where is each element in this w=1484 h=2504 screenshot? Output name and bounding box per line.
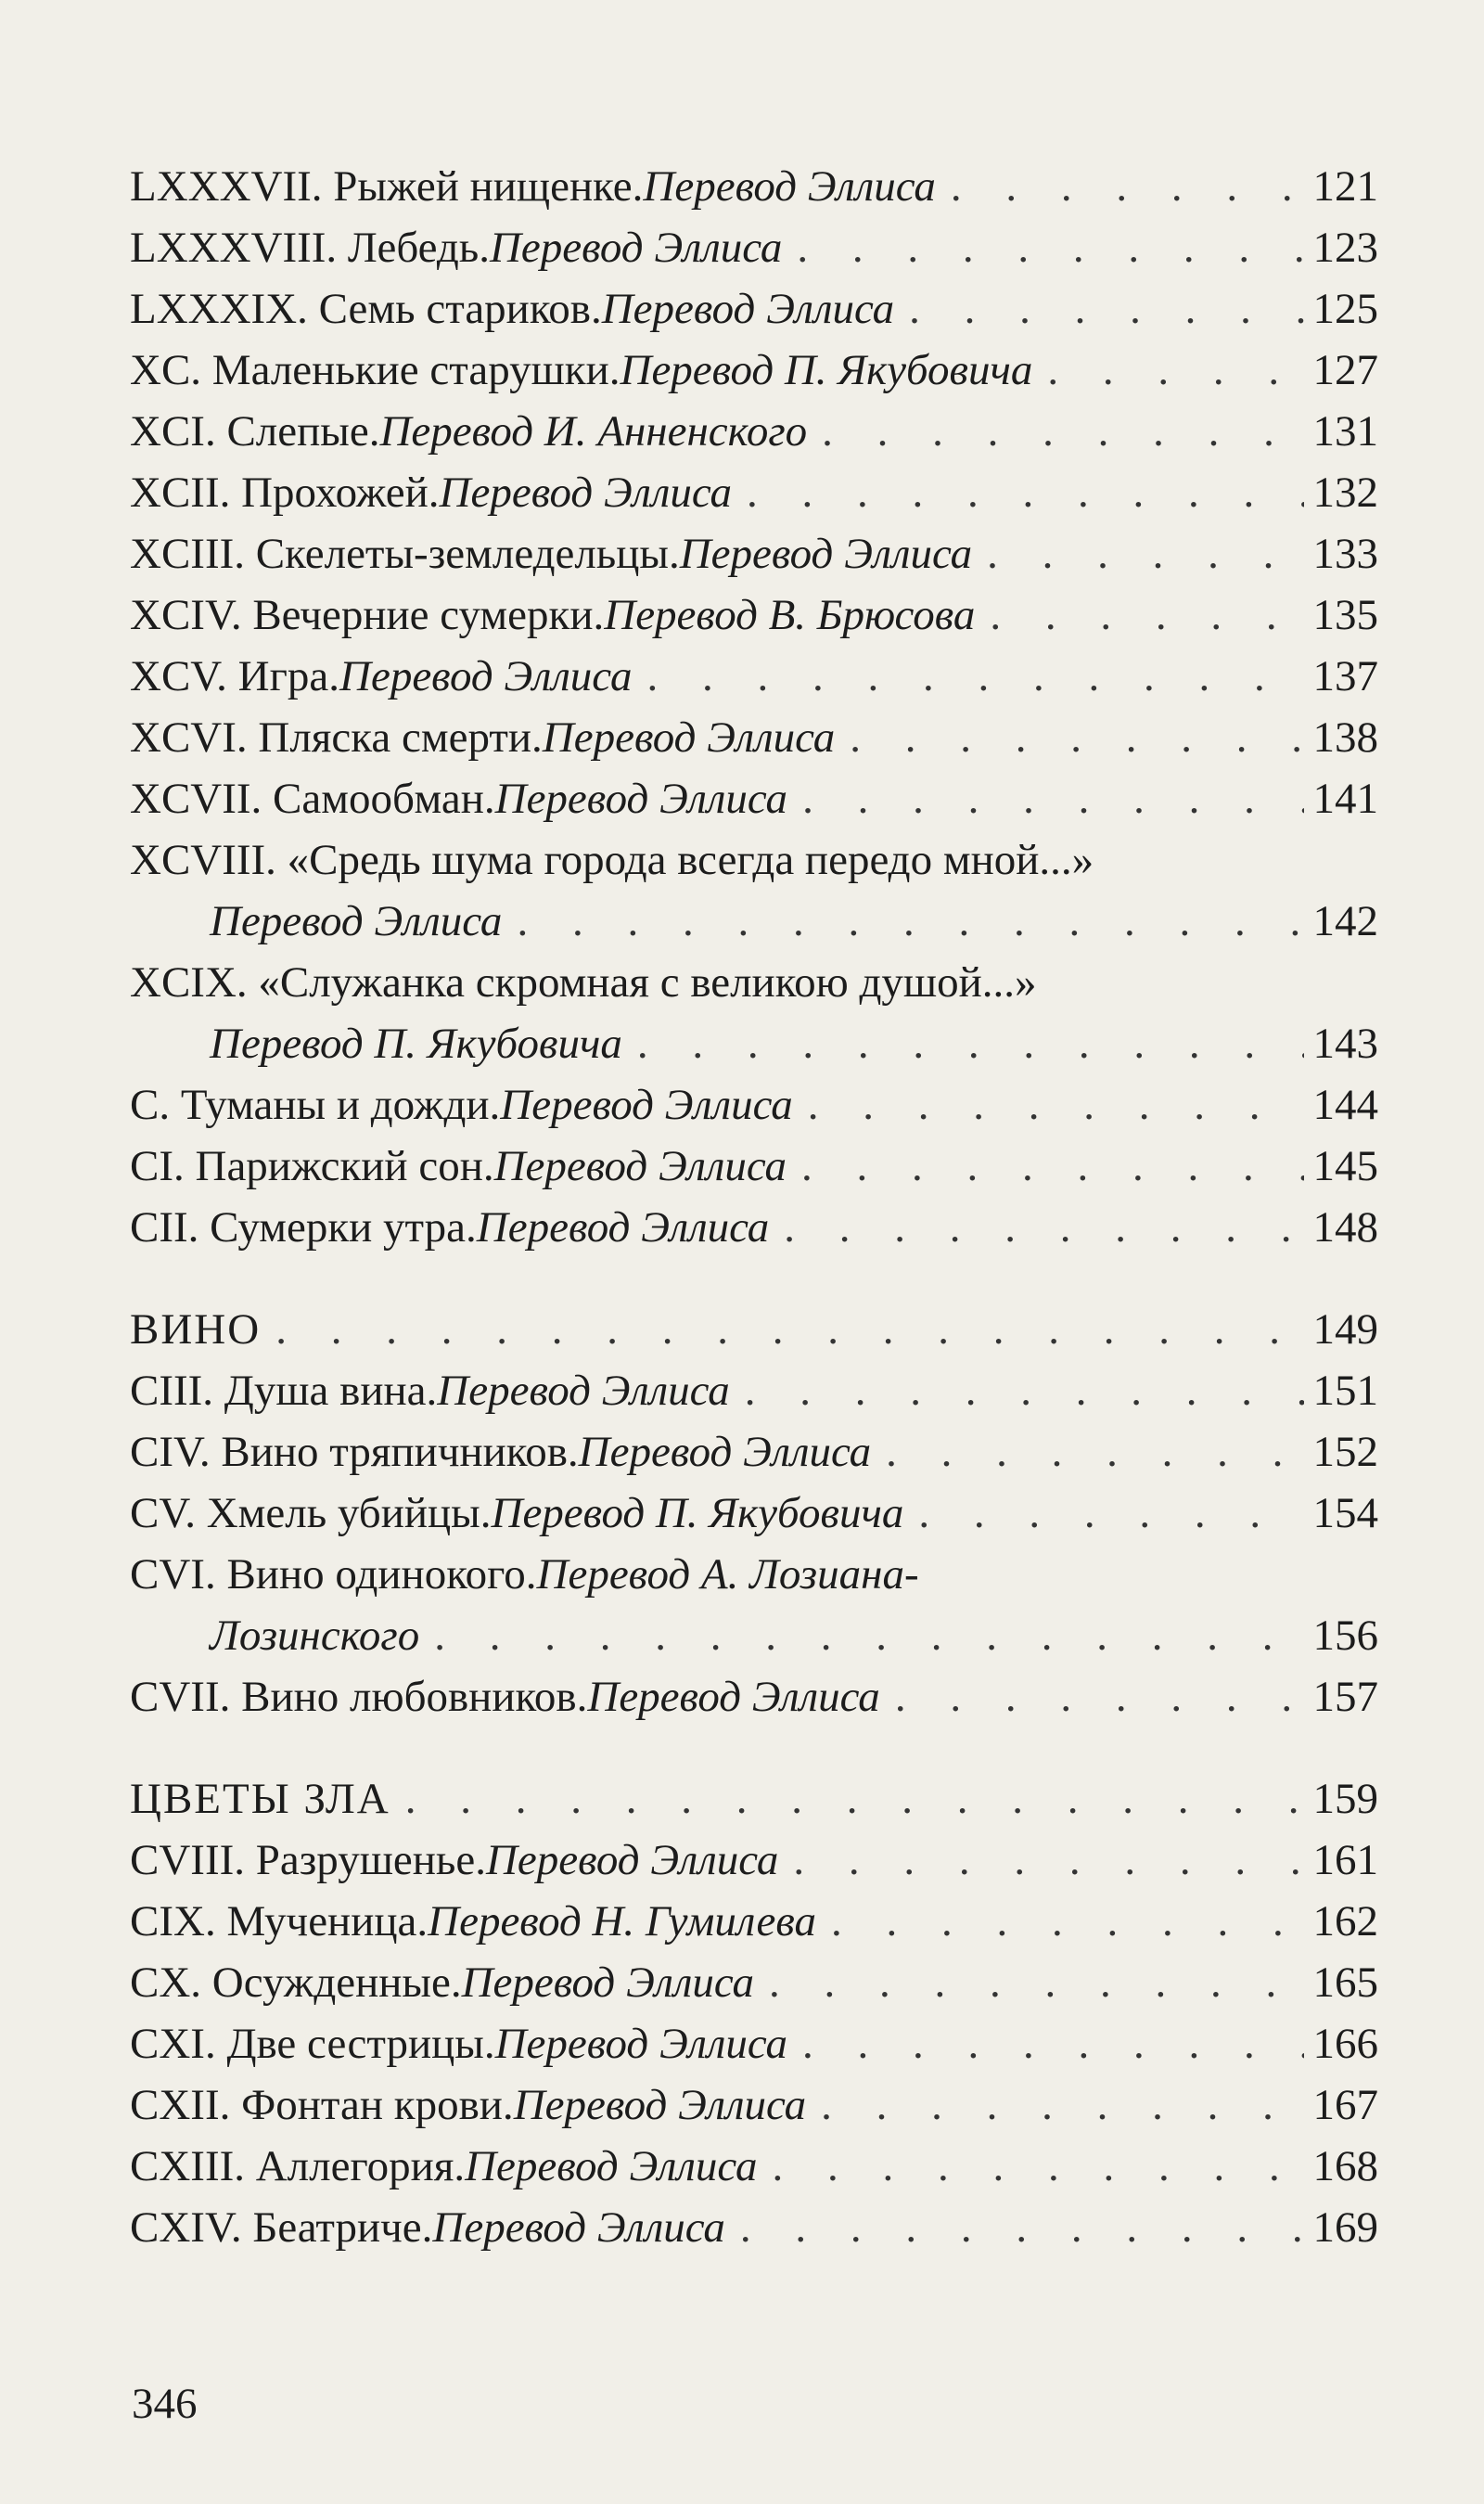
toc-entry-title: XCII. Прохожей. bbox=[130, 469, 440, 517]
dot-leader bbox=[747, 462, 1304, 523]
toc-entry bbox=[130, 401, 1378, 462]
toc-entry-page: 132 bbox=[1312, 469, 1378, 517]
toc-entry-page: 127 bbox=[1312, 346, 1378, 394]
toc-entry-page: 152 bbox=[1312, 1428, 1378, 1476]
toc-entry-page: 161 bbox=[1312, 1836, 1378, 1884]
dot-leader bbox=[773, 2136, 1304, 2197]
toc-entry-translator: Перевод Эллиса bbox=[461, 1958, 755, 2007]
toc-entry-translator: Перевод Эллиса bbox=[494, 775, 788, 823]
toc-entry-page: 131 bbox=[1312, 407, 1378, 456]
toc-entry-page: 166 bbox=[1312, 2020, 1378, 2068]
toc-entry-title: CVII. Вино любовников. bbox=[130, 1673, 588, 1721]
toc-entry-title: CII. Сумерки утра. bbox=[130, 1203, 477, 1252]
toc-entry-title: CXI. Две сестрицы. bbox=[130, 2020, 495, 2068]
toc-entry-page: 143 bbox=[1312, 1020, 1378, 1068]
dot-leader bbox=[918, 1483, 1303, 1544]
toc-group-a bbox=[130, 156, 1378, 829]
section-page: 149 bbox=[1312, 1305, 1378, 1354]
toc-entry-translator: Перевод Н. Гумилева bbox=[428, 1897, 816, 1945]
toc-entry-page: 168 bbox=[1312, 2142, 1378, 2190]
dot-leader bbox=[831, 1891, 1304, 1952]
toc-entry-page: 141 bbox=[1312, 775, 1378, 823]
toc-entry-title: CVIII. Разрушенье. bbox=[130, 1836, 486, 1884]
toc-entry bbox=[130, 2136, 1378, 2197]
dot-leader bbox=[850, 707, 1303, 768]
toc-entry-translator: Перевод Эллиса bbox=[643, 162, 936, 211]
toc-entry-translator: Перевод Эллиса bbox=[339, 652, 633, 700]
toc-entry-title: CXII. Фонтан крови. bbox=[130, 2081, 514, 2129]
table-of-contents bbox=[130, 156, 1378, 2258]
toc-entry-translator: Перевод Эллиса bbox=[489, 224, 783, 272]
dot-leader bbox=[1047, 340, 1303, 401]
toc-entry-title: XCIX. «Служанка скромная с великою душой...» bbox=[130, 958, 1037, 1007]
dot-leader bbox=[990, 584, 1303, 646]
dot-leader bbox=[637, 1013, 1304, 1074]
toc-entry-title: LXXXVIII. Лебедь. bbox=[130, 224, 490, 272]
toc-group-d bbox=[130, 1666, 1378, 1727]
toc-entry-translator: Перевод И. Анненского bbox=[379, 407, 808, 456]
toc-entry-page: 142 bbox=[1312, 897, 1378, 945]
dot-leader bbox=[987, 523, 1303, 584]
toc-entry bbox=[130, 1360, 1378, 1421]
toc-entry-page: 169 bbox=[1312, 2203, 1378, 2252]
toc-entry-page: 162 bbox=[1312, 1897, 1378, 1945]
toc-entry bbox=[130, 2013, 1378, 2074]
toc-entry-page: 125 bbox=[1312, 285, 1378, 333]
dot-leader bbox=[745, 1360, 1304, 1421]
toc-entry-page: 121 bbox=[1312, 162, 1378, 211]
section-heading-flowers-of-evil bbox=[130, 1768, 1378, 1830]
toc-entry bbox=[130, 462, 1378, 523]
toc-entry-page: 135 bbox=[1312, 591, 1378, 639]
dot-leader bbox=[821, 2074, 1303, 2136]
toc-entry bbox=[130, 584, 1378, 646]
toc-entry bbox=[130, 217, 1378, 278]
toc-entry-translator: Перевод Эллиса bbox=[513, 2081, 807, 2129]
dot-leader bbox=[275, 1299, 1303, 1360]
toc-entry-translator: Перевод Эллиса bbox=[500, 1081, 793, 1129]
toc-entry-title: LXXXIX. Семь стариков. bbox=[130, 285, 602, 333]
toc-entry-title: CXIV. Беатриче. bbox=[130, 2203, 433, 2252]
dot-leader bbox=[769, 1952, 1303, 2013]
toc-entry-translator-continued: Лозинского bbox=[210, 1612, 420, 1660]
toc-entry-translator: Перевод П. Якубовича bbox=[491, 1489, 904, 1537]
toc-entry-page: 123 bbox=[1312, 224, 1378, 272]
section-title: ВИНО bbox=[130, 1305, 262, 1354]
page-number: 346 bbox=[132, 2380, 198, 2428]
toc-entry-page: 165 bbox=[1312, 1958, 1378, 2007]
toc-entry-title: CI. Парижский сон. bbox=[130, 1142, 494, 1190]
toc-entry bbox=[130, 646, 1378, 707]
toc-entry-title: XCI. Слепые. bbox=[130, 407, 380, 456]
toc-entry-translator: Перевод П. Якубовича bbox=[620, 346, 1033, 394]
toc-entry bbox=[130, 707, 1378, 768]
dot-leader bbox=[808, 1074, 1304, 1136]
toc-entry-page: 167 bbox=[1312, 2081, 1378, 2129]
toc-entry-title: CIV. Вино тряпичников. bbox=[130, 1428, 579, 1476]
toc-entry bbox=[130, 156, 1378, 217]
dot-leader bbox=[797, 217, 1303, 278]
toc-entry bbox=[130, 1421, 1378, 1483]
toc-entry-page: 154 bbox=[1312, 1489, 1378, 1537]
toc-entry-translator: Перевод Эллиса bbox=[432, 2203, 725, 2252]
toc-entry-title: LXXXVII. Рыжей нищенке. bbox=[130, 162, 644, 211]
toc-entry-page: 156 bbox=[1312, 1612, 1378, 1660]
toc-entry-title: CV. Хмель убийцы. bbox=[130, 1489, 492, 1537]
toc-entry-title: XCIII. Скелеты-земледельцы. bbox=[130, 530, 680, 578]
toc-entry-translator: Перевод В. Брюсова bbox=[604, 591, 976, 639]
toc-entry-page: 151 bbox=[1312, 1367, 1378, 1415]
dot-leader bbox=[740, 2197, 1304, 2258]
toc-entry-xcviii bbox=[130, 829, 1378, 952]
dot-leader bbox=[802, 2013, 1303, 2074]
section-title: ЦВЕТЫ ЗЛА bbox=[130, 1775, 390, 1823]
dot-leader bbox=[909, 278, 1303, 340]
toc-entry bbox=[130, 1074, 1378, 1136]
toc-entry-page: 138 bbox=[1312, 713, 1378, 762]
toc-entry-title: CVI. Вино одинокого. bbox=[130, 1550, 537, 1599]
toc-entry-translator: Перевод Эллиса bbox=[542, 713, 836, 762]
dot-leader bbox=[646, 646, 1303, 707]
toc-entry bbox=[130, 1952, 1378, 2013]
toc-entry-page: 145 bbox=[1312, 1142, 1378, 1190]
toc-entry bbox=[130, 278, 1378, 340]
dot-leader bbox=[801, 1136, 1303, 1197]
dot-leader bbox=[822, 401, 1303, 462]
toc-entry bbox=[130, 1830, 1378, 1891]
toc-group-e bbox=[130, 1830, 1378, 2258]
toc-entry-page: 137 bbox=[1312, 652, 1378, 700]
toc-entry-page: 144 bbox=[1312, 1081, 1378, 1129]
toc-entry-title: XC. Маленькие старушки. bbox=[130, 346, 620, 394]
toc-entry-translator: Перевод Эллиса bbox=[578, 1428, 872, 1476]
toc-entry-page: 133 bbox=[1312, 530, 1378, 578]
toc-entry bbox=[130, 768, 1378, 829]
toc-group-c bbox=[130, 1360, 1378, 1544]
toc-entry-title: XCVII. Самообман. bbox=[130, 775, 495, 823]
toc-entry-page: 148 bbox=[1312, 1203, 1378, 1252]
toc-entry-page: 157 bbox=[1312, 1673, 1378, 1721]
toc-entry-translator: Перевод Эллиса bbox=[601, 285, 895, 333]
toc-entry-title: XCVIII. «Средь шума города всегда передо мной...» bbox=[130, 836, 1094, 884]
toc-entry-title: XCV. Игра. bbox=[130, 652, 340, 700]
toc-entry-translator: Перевод Эллиса bbox=[493, 1142, 787, 1190]
section-heading-wine bbox=[130, 1299, 1378, 1360]
toc-entry-translator: Перевод Эллиса bbox=[587, 1673, 880, 1721]
dot-leader bbox=[784, 1197, 1303, 1258]
dot-leader bbox=[517, 891, 1303, 952]
toc-entry-title: XCVI. Пляска смерти. bbox=[130, 713, 543, 762]
toc-entry-translator: Перевод Эллиса bbox=[439, 469, 732, 517]
toc-entry-translator: Перевод Эллиса bbox=[476, 1203, 770, 1252]
toc-entry-title: C. Туманы и дожди. bbox=[130, 1081, 501, 1129]
toc-entry-translator: Перевод П. Якубовича bbox=[210, 1020, 622, 1068]
toc-entry-title: CXIII. Аллегория. bbox=[130, 2142, 466, 2190]
toc-entry-translator: Перевод Эллиса bbox=[437, 1367, 730, 1415]
dot-leader bbox=[886, 1421, 1303, 1483]
toc-entry bbox=[130, 340, 1378, 401]
dot-leader bbox=[793, 1830, 1303, 1891]
toc-entry-title: CX. Осужденные. bbox=[130, 1958, 462, 2007]
toc-entry-title: CIII. Душа вина. bbox=[130, 1367, 438, 1415]
toc-entry bbox=[130, 1483, 1378, 1544]
toc-entry-translator: Перевод Эллиса bbox=[494, 2020, 788, 2068]
toc-group-b bbox=[130, 1074, 1378, 1258]
toc-entry-translator: Перевод Эллиса bbox=[465, 2142, 758, 2190]
dot-leader bbox=[434, 1605, 1303, 1666]
toc-entry bbox=[130, 2197, 1378, 2258]
toc-entry-translator: Перевод Эллиса bbox=[679, 530, 973, 578]
dot-leader bbox=[951, 156, 1304, 217]
toc-entry-translator: Перевод А. Лозиана- bbox=[536, 1550, 919, 1599]
toc-entry-cvi bbox=[130, 1544, 1378, 1666]
toc-entry bbox=[130, 1136, 1378, 1197]
section-page: 159 bbox=[1312, 1775, 1378, 1823]
toc-entry-translator: Перевод Эллиса bbox=[210, 897, 503, 945]
toc-entry bbox=[130, 2074, 1378, 2136]
toc-entry bbox=[130, 1197, 1378, 1258]
dot-leader bbox=[895, 1666, 1304, 1727]
toc-entry-xcix bbox=[130, 952, 1378, 1074]
toc-entry bbox=[130, 523, 1378, 584]
toc-entry-title: XCIV. Вечерние сумерки. bbox=[130, 591, 605, 639]
toc-entry bbox=[130, 1666, 1378, 1727]
toc-entry-translator: Перевод Эллиса bbox=[485, 1836, 779, 1884]
dot-leader bbox=[802, 768, 1303, 829]
toc-entry-title: CIX. Мученица. bbox=[130, 1897, 429, 1945]
dot-leader bbox=[405, 1768, 1304, 1830]
toc-entry bbox=[130, 1891, 1378, 1952]
